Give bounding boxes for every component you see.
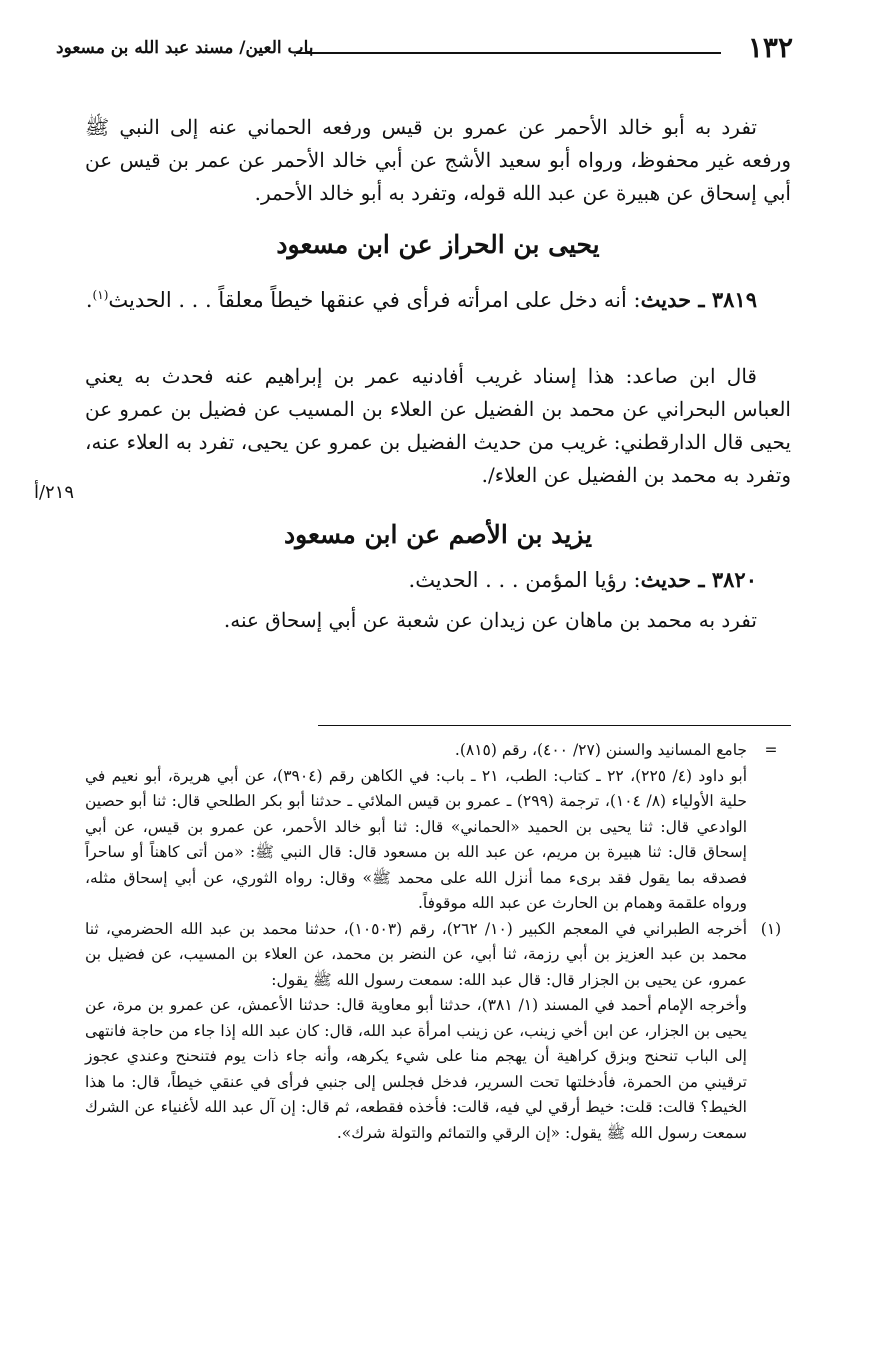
hadith-3819: ٣٨١٩ ـ حديث: أنه دخل على امرأته فرأى في عنقها خيطاً معلقاً . . . الحديث$^{(١)}$.: [85, 287, 757, 312]
hadith-text: : رؤيا المؤمن . . . الحديث.: [408, 568, 641, 592]
footnote-separator: [318, 725, 791, 726]
footnote-paragraph: أخرجه الطبراني في المعجم الكبير (١٠/ ٢٦٢)، رقم (١٠٥٠٣)، حدثنا محمد بن عبد الله الحضرمي، ثنا محمد بن عبد العزيز بن أبي رزمة، ثنا أبي، عن النضر بن محمد، عن العلاء بن المسيب، عن فضيل بن عمرو، عن يحيى بن الجزار قال: قال عبد الله: سمعت رسول الله ﷺ يقول:: [85, 919, 748, 989]
section-2: [85, 518, 791, 554]
footnote-marker: (١): [760, 919, 782, 938]
footnote-1: [85, 917, 791, 1147]
footnote-reference[interactable]: (١): [92, 288, 109, 302]
section-title: يزيد بن الأصم عن ابن مسعود: [283, 520, 593, 549]
hadith-keyword: حديث: [640, 567, 692, 592]
header-rule: [296, 52, 721, 54]
section-title: يحيى بن الحراز عن ابن مسعود: [276, 230, 600, 259]
body-paragraph-2: قال ابن صاعد: هذا إسناد غريب أفادنيه عمر بن إبراهيم عنه فحدث به يعني العباس البحراني عن محمد بن الفضيل عن العلاء بن المسيب عن فضيل بن عمرو عن يحيى قال الدارقطني: غريب من حديث الفضيل بن عمرو عن يحيى، تفرد به العلاء عنه، وتفرد به محمد بن الفضيل عن العلاء/.: [85, 364, 791, 487]
page-number: ١٣٢: [747, 31, 793, 64]
footnote-paragraph: جامع المسانيد والسنن (٢٧/ ٤٠٠)، رقم (٨١٥).: [454, 741, 747, 759]
hadith-text: : أنه دخل على امرأته فرأى في عنقها خيطاً معلقاً . . . الحديث: [108, 288, 641, 312]
footnote-marker: =: [764, 741, 778, 759]
hadith-number: ٣٨١٩: [711, 287, 757, 312]
footnote-paragraph: أبو داود (٤/ ٢٢٥)، ٢٢ ـ كتاب: الطب، ٢١ ـ باب: في الكاهن رقم (٣٩٠٤)، عن أبي هريرة، أبو نعيم في حلية الأولياء (٨/ ١٠٤)، ترجمة (٢٩٩) ـ عمرو بن قيس الملائي ـ حدثنا أبو بكر الطلحي قال: ثنا أبو حصين الوادعي قال: ثنا يحيى بن الحميد «الحماني» قال: ثنا أبو خالد الأحمر، عن عمرو بن قيس، عن أبي إسحاق قال: ثنا هبيرة بن مريم، عن عبد الله بن مسعود قال: قال النبي ﷺ: «من أتى كاهناً أو ساحراً فصدقه بما يقول فقد برىء مما أنزل الله على محمد ﷺ» وقال: رواه الثوري، عن أبي إسحاق مثله، ورواه علقمة وهمام بن الحارث عن عبد الله موقوفاً.: [85, 766, 748, 912]
hadith-keyword: حديث: [640, 287, 692, 312]
body-paragraph-3: تفرد به محمد بن ماهان عن زيدان عن شعبة عن أبي إسحاق عنه.: [223, 608, 757, 632]
footnote-paragraph: وأخرجه الإمام أحمد في المسند (١/ ٣٨١)، حدثنا أبو معاوية قال: حدثنا الأعمش، عن عمرو بن مرة، عن يحيى بن الجزار، عن ابن أخي زينب، عن زينب امرأة عبد الله، قال: كان عبد الله إذا جاء من حاجة فانتهى إلى الباب تنحنح وبزق كراهية أن يهجم منا على شيء يكرهه، وأنه جاء ذات يوم فتنحنح وعندي عجوز ترقيني من الحمرة، فأدخلتها تحت السرير، فدخل فجلس إلى جنبي فرأى في عنقي خيطاً، قال: ما هذا الخيط؟ قالت: قلت: خيط أرقي لي فيه، قالت: فأخذه فقطعه، ثم قال: إن آل عبد الله لأغنياء عن الشرك سمعت رسول الله ﷺ يقول: «إن الرقي والتمائم والتولة شرك».: [85, 996, 747, 1142]
running-title: باب العين/ مسند عبد الله بن مسعود: [56, 38, 314, 58]
running-header: [56, 30, 793, 70]
section-1: [85, 228, 791, 264]
hadith-3820: ٣٨٢٠ ـ حديث: رؤيا المؤمن . . . الحديث.: [408, 567, 757, 592]
body-paragraph-1: تفرد به أبو خالد الأحمر عن عمرو بن قيس ورفعه الحماني عنه إلى النبي ﷺ ورفعه غير محفوظ، ورواه أبو سعيد الأشج عن أبي خالد الأحمر عن عمر بن قيس عن أبي إسحاق عن هبيرة عن عبد الله قوله، وتفرد به أبو خالد الأحمر.: [85, 115, 791, 205]
manuscript-folio-note: ٢١٩/أ: [33, 482, 75, 503]
footnotes: [85, 738, 791, 1146]
hadith-number: ٣٨٢٠: [711, 567, 757, 592]
footnote-continuation: [85, 738, 791, 917]
